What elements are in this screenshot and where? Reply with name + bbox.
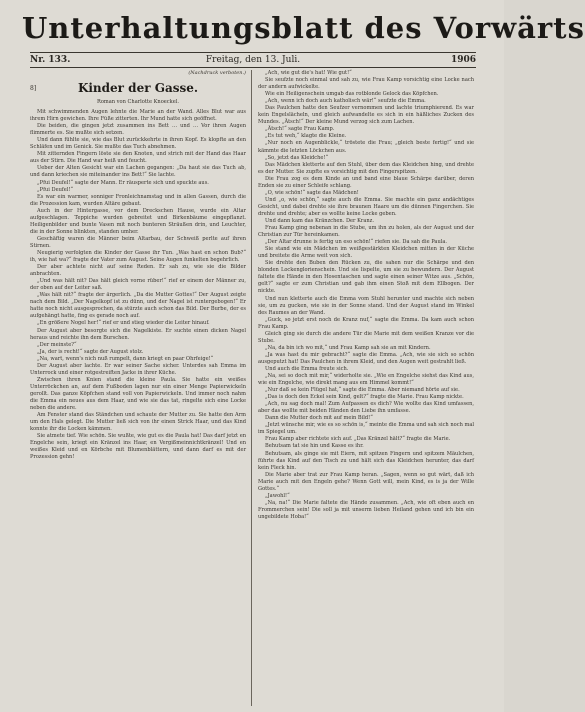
paragraph: Mit zitternden Fingern löste sie den Knoten, und strich mit der Hand das Haar aus der Stirn. Die Hand war heiß und feucht. [30, 151, 246, 165]
paragraph: „Ach, wie gut die's hat! Wie gut!“ [265, 70, 352, 76]
paragraph: „Pfui Deufel!“ [37, 186, 74, 193]
paragraph: „Ja, der is recht!“ sagte der August stolz. [37, 348, 144, 355]
paragraph: „Und was hält nit? Das hält gleich vorne rüber!“ rief er einem der Männer zu, der oben auf der Leiter saß. [30, 278, 246, 292]
masthead-title: Unterhaltungsblatt des Vorwärts [22, 11, 585, 45]
paragraph: Am Fenster stand das Ständchen und schaute der Mutter zu. Sie hatte den Arm um den Hals gelegt. Die Mutter ließ sich von ihr einen Strick Haar, und das Kind konnte ihr die Locken kämmen. [30, 412, 246, 433]
paragraph: „Na, wart, wenn's nich nuß rumpelt, dann kriegt en paar Ohrfeige!“ [37, 355, 214, 362]
paragraph: Frau Kamp ging nebenan in die Stube, um ihn zu holen, als der August und der Christian zur Tür hereinkamen. [258, 225, 474, 239]
paragraph: Behutsam tat sie hin und Kasse es ihr. [265, 443, 364, 450]
paragraph: Frau Kamp aber richtete sich auf. „Das Kränzel hält?“ fragte die Marie. [265, 436, 451, 443]
issue-number: Nr. 133. [30, 55, 71, 65]
paragraph: Mit schwimmenden Augen lehnte die Marie an der Wand. Alles Blut war aus ihrem Hirn gewichen. Ihre Füße zitterten. Ihr Mund hatte sich geöffnet. [30, 109, 246, 123]
left-column-body [30, 109, 246, 461]
paragraph: „Jetzt wünsche mir, wie es so schön is,“ meinte die Emma und sah sich noch mal im Spiegel um. [258, 422, 474, 436]
paragraph: „Der Altar drunne is fertig un eso schön!“ riefen sie. Da sah die Paula. [265, 239, 448, 246]
paragraph: Auch in der Hintergasse, vor dem Dreckschen Hause, wurde ein Altar aufgeschlagen. Teppiche wurden gebreitet und Birkenbäume eingepflanzt. Heiligenbilder und bunte Vasen mit noch bunteren Sträußen drin, und Leuchter, die in der Sonne blinkten, standen umher. [30, 207, 246, 235]
paragraph: Zwischen ihren Knien stand die kleine Paula. Sie hatte ein weißes Unterröckchen an, auf dem Fußboden lagen nur ein einer Menge Papierwickeln gerollt. Das ganze Köpfchen stand voll von Papierwickeln. Und immer noch nahm die Emma ein neues aus dem Haar, und wie sie das tat, ringelte sich eine Locke neben die andere. [30, 376, 246, 412]
paragraph: „Es tut weh,“ klagte die Kleine. [265, 133, 347, 140]
right-column-body [258, 70, 474, 521]
paragraph: Behutsam, als ginge sie mit Eiern, mit spitzen Fingern und spitzem Mäulchen, führte das Kind auf den Tisch zu und hält sich das Kleidchen herunter, das darf kein Fleck hin. [258, 450, 474, 471]
left-column [30, 70, 246, 710]
paragraph: „Ach, nu sag doch mal! Zum Aufpassen es dich? Wie wollte das Kind umfassen, aber das wollte mit beiden Händen den Liebe ihn umfasse. [258, 401, 474, 415]
paragraph: Ueber der Alten Gesicht war ein Lachen gegangen: „Da haut sie das Tuch ab, und dann kriechen sie miteinander ins Bett!“ Sie lachte. [30, 165, 246, 179]
paragraph: Gleich ging sie durch die andere Tür die Marie mit dem weißen Kranze vor die Stube. [258, 330, 474, 344]
paragraph: Und „o, wie schön,“ sagte auch die Emma. Sie machte ein ganz andächtiges Gesicht, und dabei drehte sie ihre braunen Haare um die dünnen Fingerchen. Sie drehte und drehte; aber es wollte keine Locke geben. [258, 196, 474, 217]
paragraph: Es war ein warmer, sonniger Fronleichnamstag und in allen Gassen, durch die die Prozession kam, wurden Altäre gebaut. [30, 193, 246, 207]
paragraph: Sie stand wie ein Mädchen im weißgestärkten Kleidchen mitten in der Küche und breitete die Arme weit von sich. [258, 246, 474, 260]
paragraph: Und nun kletterte auch die Emma vom Stuhl herunter und machte sich neben sie, um zu gucken, wie sie in der Sonne stand. Und der August stand im Winkel des Raumes an der Wand. [258, 295, 474, 316]
paragraph: Der August aber besorgte sich die Nagelkiste. Er suchte einen dicken Nagel heraus und reichte ihn dem Burschen. [30, 327, 246, 341]
paragraph: Und auch die Emma freute sich. [265, 365, 349, 372]
paragraph: „Na, da bin ich wo mit,“ und Frau Kamp sah sie an mit Kindern. [265, 344, 431, 351]
paragraph: Geschäftig waren die Männer beim Altarbau, der Schweiß perlte auf ihren Stirnen. [30, 235, 246, 249]
paragraph: Sie atmete tief. Wie schön. Sie wußte, wie gut es die Paula hat! Das darf jetzt en Engelche sein, kriegt ein Kränzel ins Haar, en Vergißmeinnichtkränzel! Und en weißes Kleid und en Körbche mit Blumenblättern, und dann darf es mit der Prozession gehn! [30, 433, 246, 461]
right-column [258, 70, 474, 710]
paragraph: „Pfui Deufel!“ sagte der Mann. Er räusperte sich und spuckte aus. [37, 179, 209, 186]
paragraph: „Na, na!“ Die Marie faltete die Hände zusammen. „Ach, wie oft eben auch en Frommerchen sein! Die soll ja mit unserm lieben Heiland gehen und ich bin ein ungebildete Hoba!“ [258, 499, 474, 520]
paragraph: Sie seufzte noch einmal und sah zu, wie Frau Kamp vorsichtig eine Locke nach der andern aufwickelte. [258, 77, 474, 91]
paragraph: Die Marie aber trat zur Frau Kamp heran. „Sagen, wenn so gut wärt, daß ich Marie auch mit den Engeln gehe? Wenn Gott will, mein Kind, es is ja der Wille Gottes.“ [258, 471, 474, 492]
issue-date: Freitag, den 13. Juli. [205, 55, 301, 65]
reprint-notice: (Nachdruck verboten.) [188, 70, 246, 76]
issue-info-bar [30, 52, 476, 68]
paragraph: Und dann fühlte sie, wie das Blut zurückkehrte in ihren Kopf. Es klopfte an den Schläfen und im Genick. Sie mußte das Tuch abnehmen. [30, 137, 246, 151]
paragraph: Das Paulchen hatte den Seufzer vernommen und lachte triumphierend. Es war kein Engelslächeln, und gleich aufwandelte es sich in ein häßliches Zucken des Mundes. „Ätsch!“ Der kleine Mund verzog sich zum Lachen. [258, 105, 474, 126]
issue-year: 1906 [450, 55, 476, 65]
paragraph: Und dann kam das Kränzchen. Der Kranz. [265, 217, 374, 224]
story-byline: Roman von Charlotte Knoeckel. [97, 99, 179, 105]
story-header [30, 79, 246, 97]
paragraph: „Nur daß se kein Flügel hat,“ sagte die Emma. Aber niemand hörte auf sie. [265, 387, 460, 394]
paragraph: „Na, sei so doch mit mir,“ widerholte sie. „Wie en Engelche siehst das Kind aus, wie ein Engelche, wie direkt mang aus em Himmel kommt!“ [258, 373, 474, 387]
paragraph: „Guck, so jetzt erst noch de Kranz nuf,“ sagte die Emma. Da kam auch schon Frau Kamp. [258, 316, 474, 330]
paragraph: „Nur noch en Augenblickle,“ tröstete die Frau; „gleich beste fertig!“ und sie kämmte die letzten Löckchen aus. [258, 140, 474, 154]
paragraph: „Jawohl!“ [265, 492, 290, 499]
installment-number: 8] [30, 85, 37, 92]
story-title: Kinder der Gasse. [77, 81, 199, 95]
paragraph: Das Mädchen kletterte auf den Stuhl, über dem das Kleidchen hing, und drehte es der Mutter. Sie zupfte es vorsichtig mit den Fingerspitzen. [258, 161, 474, 175]
paragraph: „Das is doch den Eckel sein Kind, gelt?“ fragte die Marie. Frau Kamp nickte. [265, 394, 464, 401]
paragraph: „O, wie schön!“ sagte das Mädchen! [265, 189, 359, 196]
paragraph: Der August aber lachte. Er war seiner Sache sicher. Unterdes sah Emma im Unterrock und einer rotgestreiften Jacke in ihrer Küche. [30, 362, 246, 376]
paragraph: „Was hält nit?“ fragte der ärgerlich. „Da die Mutter Gottes!“ Der August zeigte nach dem Bild. „Der Nagelkopf ist zu dünn, und der Nagel ist runtergebogen!“ Er hatte noch nicht ausgesprochen, da stürzte auch schon das Bild. Der Burbe, der es aufgehängt hatte, fing es gerade noch auf. [30, 292, 246, 320]
paragraph: „Ätsch!“ sagte Frau Kamp. [265, 126, 335, 133]
paragraph: Die beiden, die gingen jetzt zusammen ins Bett … und … Vor ihren Augen flimmerte es. Sie mußte sich setzen. [30, 123, 246, 137]
column-divider [251, 70, 252, 706]
paragraph: Die Frau zog es dem Kinde an und band eine blaue Schärpe darüber, deren Enden sie zu einer Schleife schlang. [258, 175, 474, 189]
paragraph: Sie drehte den Buben den Rücken zu, die sahen nur die Schärpe und den blonden Lockenglorienschein. Und sie lispelte, um sie zu bewundern. Der August faltete die Hände in den Hosentaschen und sagte einen seiner Witze aus. „Schön, gelt?“ sagte er zum Christian und gab ihm einen Stoß mit dem Ellbogen. Der nickte. [258, 260, 474, 295]
paragraph: „Ja was hast du mir gebracht?“ sagte die Emma. „Ach, wie sie sich so schön ausgeputzt hat! Das Paulchen in ihrem Kleid, und den Augen weit gestrahlt ließ. [258, 351, 474, 365]
paragraph: „En größere Nogel her!“ rief er und stieg wieder die Leiter hinauf. [37, 320, 210, 327]
paragraph: Der aber achtete nicht auf seine Reden. Er sah zu, wie sie die Bilder anbrachten. [30, 264, 246, 278]
paragraph: „Ach, wenn ich doch auch katholisch wär!“ seufzte die Emma. [265, 98, 426, 105]
paragraph: Dann die Mutter doch mit auf mein Bild!“ [265, 415, 373, 422]
paragraph: „Der meinste?“ [37, 341, 77, 348]
paragraph: Wie ein Heiligenschein umgab das rotblonde Gelock das Köpfchen. [265, 91, 439, 98]
paragraph: Neugierig verfolgten die Kinder der Gasse ihr Tun. „Was hast en schon Bub?“ ih, wie hat wa?“ fragte der Vater zum August. Seine Augen funkelten begehrlich. [30, 249, 246, 264]
paragraph: „So, jetzt das Kleidche!“ [265, 154, 329, 161]
